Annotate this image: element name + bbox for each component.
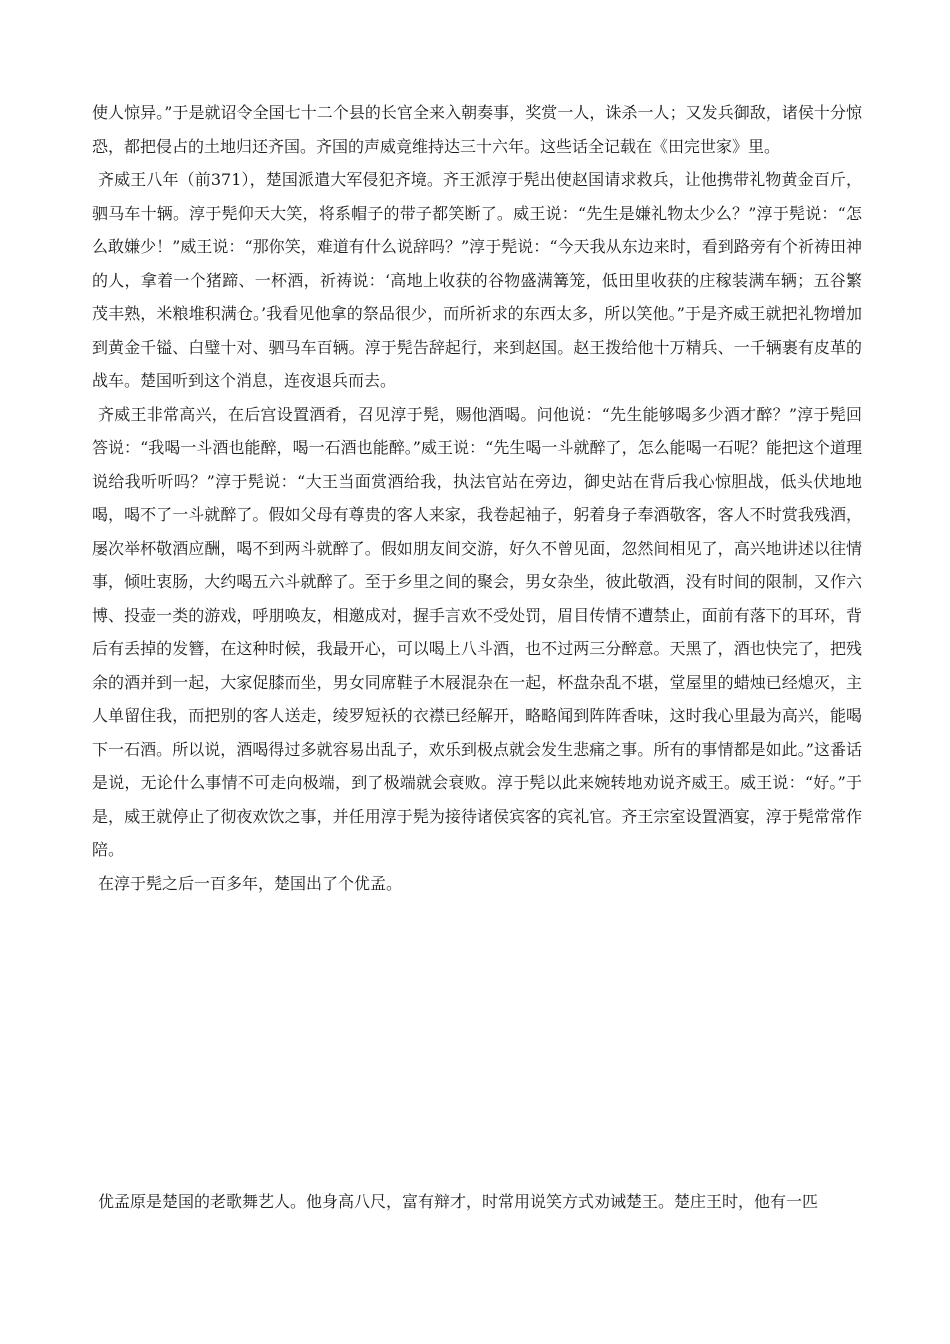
paragraph-you-meng-bio: 优孟原是楚国的老歌舞艺人。他身高八尺，富有辩才，时常用说笑方式劝诫楚王。楚庄王时，他有一匹 [98,1192,819,1211]
body-text [92,96,862,900]
paragraph-you-meng-intro: 在淳于髡之后一百多年，楚国出了个优孟。 [98,873,403,893]
paragraph-continuation: 使人惊异。”于是就诏令全国七十二个县的长官全来入朝奏事，奖赏一人，诛杀一人；又发兵御敌，诸侯十分惊恐，都把侵占的土地归还齐国。齐国的声威竟维持达三十六年。这些话全记载在《田完世家》里。 [92,103,862,156]
paragraph-qi-weiwang-eighth-year: 齐威王八年（前371），楚国派遣大军侵犯齐境。齐王派淳于髡出使赵国请求救兵，让他携带礼物黄金百斤，驷马车十辆。淳于髡仰天大笑，将系帽子的带子都笑断了。威王说：“先生是嫌礼物太少么？”淳于髡说：“怎么敢嫌少！”威王说：“那你笑，难道有什么说辞吗？”淳于髡说：“今天我从东边来时，看到路旁有个祈祷田神的人，拿着一个猪蹄、一杯酒，祈祷说：‘高地上收获的谷物盛满篝笼，低田里收获的庄稼装满车辆；五谷繁茂丰熟，米粮堆积满仓。’我看见他拿的祭品很少，而所祈求的东西太多，所以笑他。”于是齐威王就把礼物增加到黄金千镒、白璧十对、驷马车百辆。淳于髡告辞起行，来到赵国。赵王拨给他十万精兵、一千辆裹有皮革的战车。楚国听到这个消息，连夜退兵而去。 [92,170,862,390]
body-text-continued [92,1185,862,1219]
paragraph-banquet: 齐威王非常高兴，在后宫设置酒肴，召见淳于髡，赐他酒喝。问他说：“先生能够喝多少酒才醉？”淳于髡回答说：“我喝一斗酒也能醉，喝一石酒也能醉。”威王说：“先生喝一斗就醉了，怎么能喝一石呢？能把这个道理说给我听听吗？”淳于髡说：“大王当面赏酒给我，执法官站在旁边，御史站在背后我心惊胆战，低头伏地地喝，喝不了一斗就醉了。假如父母有尊贵的客人来家，我卷起袖子，躬着身子奉酒敬客，客人不时赏我残酒，屡次举杯敬酒应酬，喝不到两斗就醉了。假如朋友间交游，好久不曾见面，忽然间相见了，高兴地讲述以往情事，倾吐衷肠，大约喝五六斗就醉了。至于乡里之间的聚会，男女杂坐，彼此敬酒，没有时间的限制，又作六博、投壶一类的游戏，呼朋唤友，相邀成对，握手言欢不受处罚，眉目传情不遭禁止，面前有落下的耳环，背后有丢掉的发簪，在这种时候，我最开心，可以喝上八斗酒，也不过两三分醉意。天黑了，酒也快完了，把残余的酒并到一起，大家促膝而坐，男女同席鞋子木屐混杂在一起，杯盘杂乱不堪，堂屋里的蜡烛已经熄灭，主人单留住我，而把别的客人送走，绫罗短袄的衣襟已经解开，略略闻到阵阵香味，这时我心里最为高兴，能喝下一石酒。所以说，酒喝得过多就容易出乱子，欢乐到极点就会发生悲痛之事。所有的事情都是如此。”这番话是说，无论什么事情不可走向极端，到了极端就会衰败。淳于髡以此来婉转地劝说齐威王。威王说：“好。”于是，威王就停止了彻夜欢饮之事，并任用淳于髡为接待诸侯宾客的宾礼官。齐王宗室设置酒宴，淳于髡常常作陪。 [92,404,862,859]
